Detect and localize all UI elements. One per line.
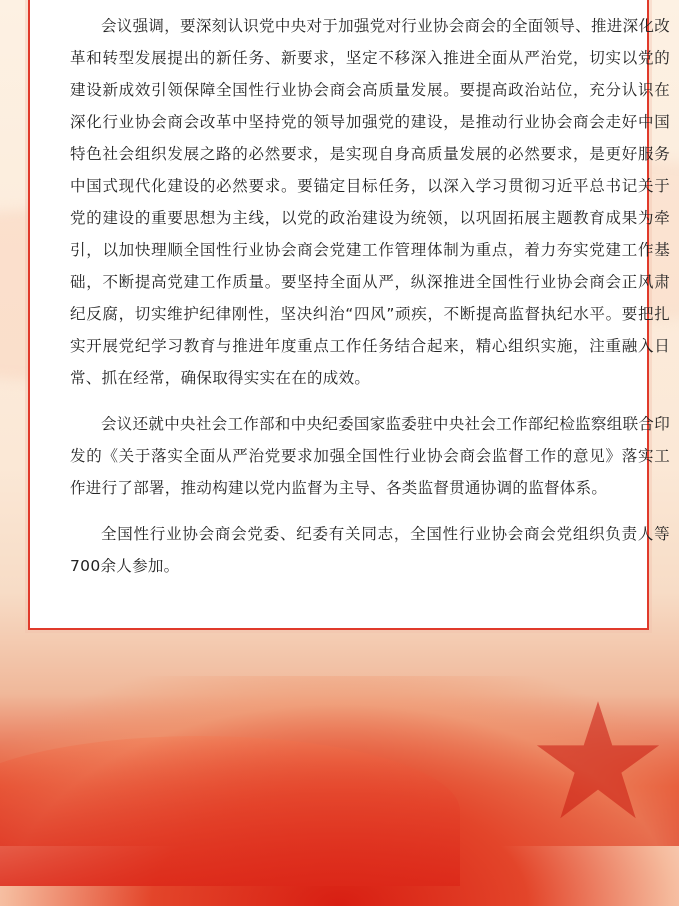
- paragraph-3: 全国性行业协会商会党委、纪委有关同志，全国性行业协会商会党组织负责人等700余人参加。: [70, 525, 670, 575]
- star-icon: [533, 696, 663, 826]
- paragraph-2: 会议还就中央社会工作部和中央纪委国家监委驻中央社会工作部纪检监察组联合印发的《关于落实全面从严治党要求加强全国性行业协会商会监督工作的意见》落实工作进行了部署，推动构建以党内监督为主导、各类监督贯通协调的监督体系。: [70, 415, 670, 497]
- article-card: [28, 0, 670, 630]
- article-body: [70, 10, 670, 596]
- paragraph-1: 会议强调，要深刻认识党中央对于加强党对行业协会商会的全面领导、推进深化改革和转型发展提出的新任务、新要求，坚定不移深入推进全面从严治党，切实以党的建设新成效引领保障全国性行业协会商会高质量发展。要提高政治站位，充分认识在深化行业协会商会改革中坚持党的领导加强党的建设，是推动行业协会商会走好中国特色社会组织发展之路的必然要求，是实现自身高质量发展的必然要求，是更好服务中国式现代化建设的必然要求。要锚定目标任务，以深入学习贯彻习近平总书记关于党的建设的重要思想为主线，以党的政治建设为统领，以巩固拓展主题教育成果为牵引，以加快理顺全国性行业协会商会党建工作管理体制为重点，着力夯实党建工作基础，不断提高党建工作质量。要坚持全面从严，纵深推进全国性行业协会商会正风肃纪反腐，切实维护纪律刚性，坚决纠治“四风”顽疾，不断提高监督执纪水平。要把扎实开展党纪学习教育与推进年度重点工作任务结合起来，精心组织实施，注重融入日常、抓在经常，确保取得实实在在的成效。: [70, 17, 670, 387]
